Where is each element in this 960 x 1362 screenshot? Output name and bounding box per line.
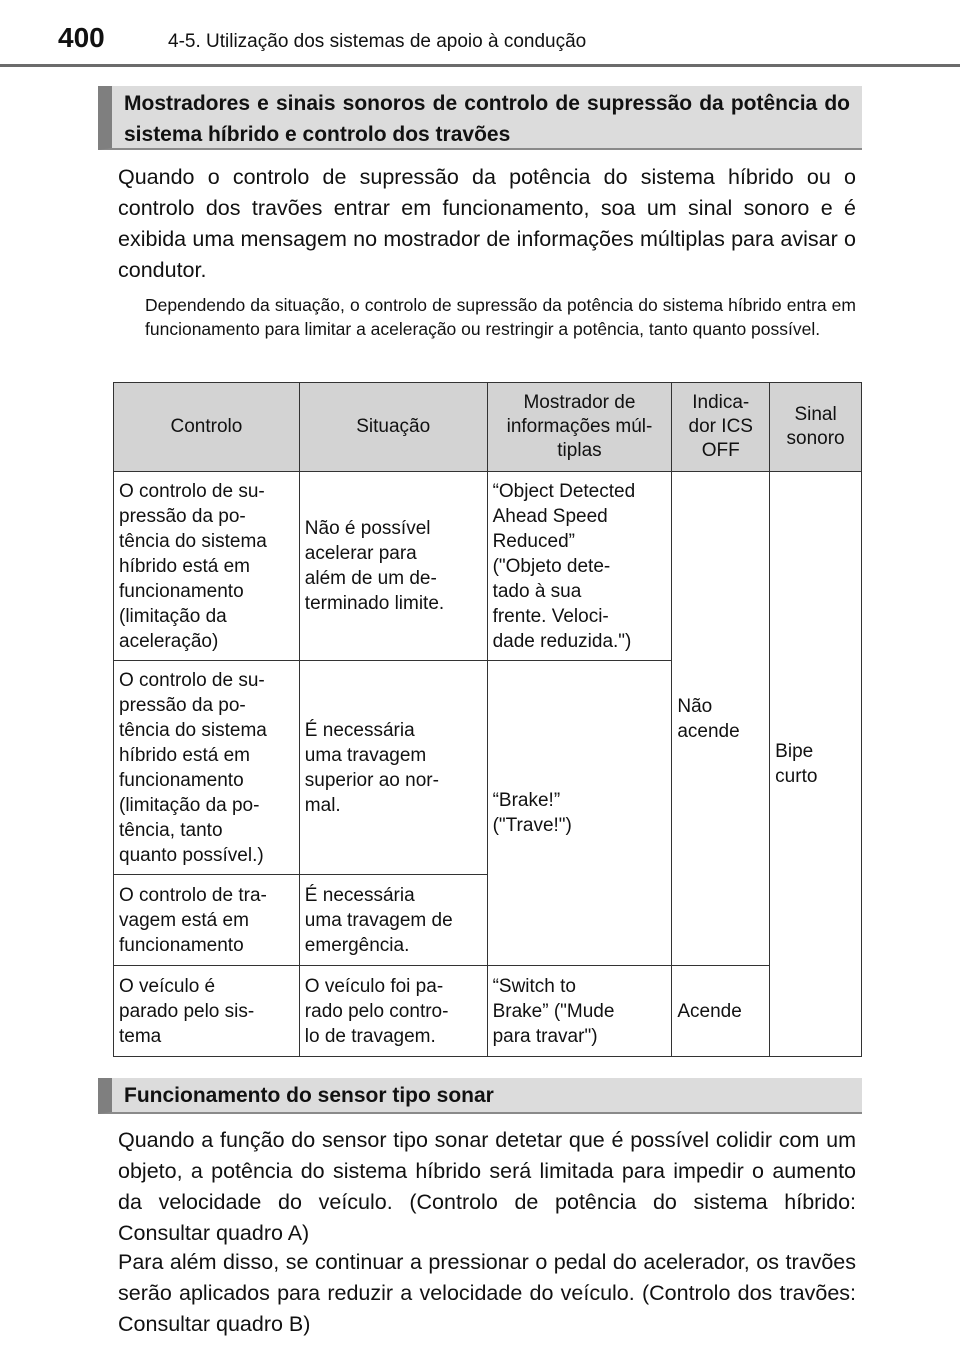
cell-text-line: O controlo de tra- <box>119 884 267 906</box>
cell-text-line: Reduced” <box>492 530 575 552</box>
header-mostrador <box>487 383 672 472</box>
cell-text-line: informações múl- <box>506 416 653 437</box>
cell-text-line: tiplas <box>557 440 602 461</box>
table-header-row <box>114 383 862 472</box>
cell-text-line: funcionamento <box>119 580 244 602</box>
header-indicador-ics-off <box>672 383 770 472</box>
cell-text-line: curto <box>775 766 818 787</box>
cell-sinal-bipe-curto <box>770 472 862 1057</box>
cell-controlo <box>114 472 300 661</box>
cell-text-line: Não é possível <box>304 518 431 539</box>
cell-text-line: rado pelo contro- <box>304 1000 449 1022</box>
cell-text-line: Bipe <box>775 741 814 762</box>
section-heading-displays: Mostradores e sinais sonoros de controlo de supressão da potência do sistema híbrido e controlo dos travões <box>98 86 862 150</box>
cell-text-line: “Object Detected <box>492 480 636 502</box>
cell-controlo <box>114 661 300 875</box>
cell-text-line: pressão da po- <box>119 505 246 527</box>
chapter-title: 4-5. Utilização dos sistemas de apoio à condução <box>168 31 587 52</box>
cell-text-line: O controlo de su- <box>119 669 265 691</box>
cell-text-line: O veículo é <box>119 975 216 997</box>
cell-text-line: O veículo foi pa- <box>304 975 444 997</box>
cell-controlo <box>114 966 300 1057</box>
section-heading-sonar: Funcionamento do sensor tipo sonar <box>98 1078 862 1114</box>
cell-indicador-nao-acende <box>672 472 770 966</box>
cell-text-line: frente. Veloci- <box>492 605 609 627</box>
cell-indicador-acende <box>672 966 770 1057</box>
cell-text-line: “Switch to <box>492 975 576 997</box>
header-divider <box>0 64 960 67</box>
cell-text-line: (limitação da po- <box>119 794 260 816</box>
cell-text-line: tência do sistema <box>119 719 267 741</box>
cell-text-line: além de um de- <box>304 568 437 589</box>
cell-situacao <box>299 966 487 1057</box>
cell-text-line: superior ao nor- <box>304 769 439 791</box>
cell-mostrador <box>487 966 672 1057</box>
warning-table <box>113 382 862 1057</box>
cell-text-line: Mostrador de <box>523 392 636 413</box>
cell-text-line: ("Trave!") <box>492 815 572 836</box>
cell-text-line: sonoro <box>786 428 845 449</box>
cell-mostrador-brake <box>487 661 672 966</box>
cell-text-line: pressão da po- <box>119 694 246 716</box>
cell-text-line: É necessária <box>304 884 415 906</box>
cell-text-line: Acende <box>677 1000 742 1022</box>
header-situacao <box>299 383 487 472</box>
cell-text-line: quanto possível.) <box>119 844 264 866</box>
cell-text-line: Controlo <box>170 416 243 437</box>
cell-text-line: Não <box>677 695 713 717</box>
cell-text-line: para travar") <box>492 1025 598 1047</box>
cell-text-line: funcionamento <box>119 934 244 956</box>
cell-text-line: funcionamento <box>119 769 244 791</box>
cell-text-line: vagem está em <box>119 909 249 931</box>
cell-text-line: lo de travagem. <box>304 1025 436 1047</box>
cell-text-line: acelerar para <box>304 543 417 564</box>
sonar-paragraph-1: Quando a função do sensor tipo sonar detetar que é possível colidir com um objeto, a potência do sistema híbrido será limitada para impedir o aumento da velocidade do veículo. (Controlo de potência do sistema híbrido: Consultar quadro A) <box>118 1128 856 1245</box>
cell-text-line: tado à sua <box>492 580 582 602</box>
intro-paragraph: Quando o controlo de supressão da potência do sistema híbrido ou o controlo dos travões entrar em funcionamento, soa um sinal sonoro e é exibida uma mensagem no mostrador de informações múltiplas para avisar o condutor. <box>118 165 856 282</box>
cell-text-line: híbrido está em <box>119 744 250 766</box>
page-number: 400 <box>58 22 105 53</box>
cell-text-line: Sinal <box>794 404 837 425</box>
table-row <box>114 472 862 661</box>
cell-text-line: Indica- <box>692 392 750 413</box>
note-paragraph: Dependendo da situação, o controlo de supressão da potência do sistema híbrido entra em funcionamento para limitar a aceleração ou restringir a potência, tanto quanto possível. <box>145 295 856 339</box>
cell-text-line: ("Objeto dete- <box>492 555 611 577</box>
cell-text-line: Brake” ("Mude <box>492 1000 615 1022</box>
cell-situacao <box>299 472 487 661</box>
cell-text-line: mal. <box>304 794 341 816</box>
cell-text-line: aceleração) <box>119 630 219 652</box>
cell-text-line: dade reduzida.") <box>492 630 632 652</box>
cell-text-line: Situação <box>356 416 431 437</box>
cell-text-line: uma travagem <box>304 744 427 766</box>
header-controlo <box>114 383 300 472</box>
cell-text-line: parado pelo sis- <box>119 1000 255 1022</box>
cell-text-line: dor ICS <box>688 416 753 437</box>
cell-situacao <box>299 875 487 966</box>
cell-text-line: Ahead Speed <box>492 505 608 527</box>
cell-text-line: É necessária <box>304 719 415 741</box>
cell-situacao <box>299 661 487 875</box>
cell-text-line: emergência. <box>304 934 410 956</box>
cell-text-line: O controlo de su- <box>119 480 265 502</box>
cell-text-line: OFF <box>701 440 740 461</box>
cell-text-line: acende <box>677 720 740 742</box>
cell-text-line: (limitação da <box>119 605 227 627</box>
cell-mostrador <box>487 472 672 661</box>
cell-controlo <box>114 875 300 966</box>
header-sinal-sonoro <box>770 383 862 472</box>
cell-text-line: tema <box>119 1025 162 1047</box>
table-row <box>114 966 862 1057</box>
cell-text-line: uma travagem de <box>304 909 453 931</box>
cell-text-line: híbrido está em <box>119 555 250 577</box>
cell-text-line: tência do sistema <box>119 530 267 552</box>
cell-text-line: tência, tanto <box>119 819 223 841</box>
sonar-paragraph-2: Para além disso, se continuar a pressionar o pedal do acelerador, os travões serão aplicados para reduzir a velocidade do veículo. (Controlo dos travões: Consultar quadro B) <box>118 1250 856 1336</box>
cell-text-line: “Brake!” <box>492 790 561 811</box>
cell-text-line: terminado limite. <box>304 593 445 614</box>
